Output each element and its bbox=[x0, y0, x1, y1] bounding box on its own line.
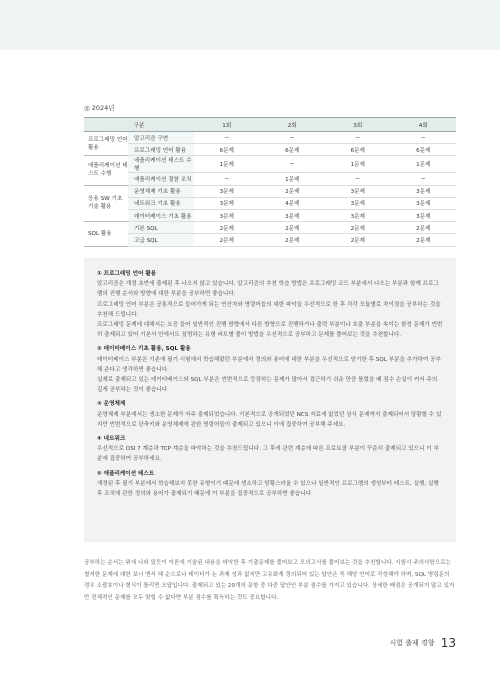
table-item: 운영체제 기초 활용 bbox=[128, 185, 194, 197]
table-header-round4: 4회 bbox=[391, 118, 457, 132]
section-paragraph: 프로그래밍 문제에 대해서는 요즘 들어 일반적인 진행 방향에서 다른 방향으로 진행하거나 출력 부분이나 호출 부분을 속이는 함정 문제가 빈번히 출제되고 있어 기본서 안에서도 설명하는 유형 파트별 풀이 방법을 우선적으로 공부하고 문제를 풀어보는 것을 추천합니다. bbox=[97, 322, 443, 339]
table-cell: 3문제 bbox=[325, 185, 391, 197]
table-row bbox=[84, 144, 456, 156]
table-header-round3: 3회 bbox=[325, 118, 391, 132]
table-cell: 2문제 bbox=[260, 185, 326, 197]
section-title: ① 프로그래밍 언어 활용 bbox=[97, 271, 157, 277]
table-cell: 6문제 bbox=[391, 144, 457, 156]
section-title: ② 데이터베이스 기초 활용, SQL 활용 bbox=[97, 346, 191, 353]
table-header-round1: 1회 bbox=[194, 118, 260, 132]
section-database bbox=[97, 344, 443, 395]
header-band bbox=[0, 0, 500, 50]
section-title: ③ 운영체제 bbox=[97, 401, 126, 408]
table-row bbox=[84, 209, 456, 221]
section-os bbox=[97, 399, 443, 430]
section-paragraph: 프로그래밍 언어 부분은 공통적으로 들어가게 되는 연산자와 명령어들의 대한 파악을 우선적으로 한 후 각각 모듈별로 차이점을 공부하는 것을 추천해 드립니다. bbox=[97, 301, 441, 318]
section-paragraph: 실제로 출제되고 있는 데이터베이스와 SQL 부분은 빈번적으로 등장하는 문제가 많아서 접근하기 쉬운 만큼 틀렸을 때 점수 손실이 커서 주의 깊게 공부하는 것이 좋습니다. bbox=[97, 377, 438, 394]
table-category: 응용 SW 기초 기술 활용 bbox=[84, 185, 128, 222]
section-app-test bbox=[97, 469, 443, 500]
table-row bbox=[84, 197, 456, 209]
year-label: ◎ 2024년 bbox=[84, 104, 115, 112]
table-cell: 2문제 bbox=[194, 222, 260, 234]
table-header-row bbox=[84, 118, 456, 132]
table-item: 애플리케이션 테스트 수행 bbox=[128, 156, 194, 173]
table-cell: 2문제 bbox=[325, 222, 391, 234]
footnote: 공부하는 순서는 위에 나와 있듯이 이론에 기술된 내용을 파악한 후 기출문제를 풀어보고 모의고사를 풀어보는 것을 추천합니다. 시험시 주의사항으로는 철저한 문제에 대한 보너 앤서 해 순으로나 테이터가 논 과제 성과 없지만 고유화계 정의되어 있는 답안은 꼭 해당 언어로 작성해야 하며, SQL 명령문의 경우 소괄호이나 형식이 틀리면 오답입니다. 출제되고 있는 20개의 문항 중 다중 답안인 부분 점수를 가지고 있습니다. 상세한 배점은 공개되지 않고 있지만 전체적인 문제를 모두 맞힐 수 없다면 부분 점수를 획득하는 것도 중요합니다. bbox=[84, 560, 455, 601]
table-cell: 3문제 bbox=[194, 209, 260, 221]
table-row bbox=[84, 185, 456, 197]
section-title: ⑤ 애플리케이션 테스트 bbox=[97, 470, 155, 477]
table-header-category: 구분 bbox=[84, 118, 194, 132]
table-cell: 3문제 bbox=[391, 209, 457, 221]
table-cell: − bbox=[325, 132, 391, 144]
table-cell: 2문제 bbox=[325, 234, 391, 246]
table-cell: 2문제 bbox=[391, 222, 457, 234]
table-cell: 3문제 bbox=[194, 197, 260, 209]
table-cell: 6문제 bbox=[325, 144, 391, 156]
section-paragraph: 운영체제 부분에서는 생소한 문제가 자주 출제되었습니다. 기본적으로 공개되었던 NCS 자료에 없었던 상식 문제까지 출제되어서 당황할 수 있지만 빈번적으로 단축키와 운영체제에 관한 명령어들이 출제되고 있으니 이에 집중하여 공부해 주세요. bbox=[97, 411, 442, 428]
table-cell: − bbox=[325, 173, 391, 185]
table-cell: − bbox=[260, 156, 326, 173]
table-cell: 4문제 bbox=[260, 197, 326, 209]
table-cell: − bbox=[260, 132, 326, 144]
table-row bbox=[84, 234, 456, 246]
table-cell: 2문제 bbox=[194, 234, 260, 246]
table-cell: 2문제 bbox=[391, 234, 457, 246]
table-cell: 3문제 bbox=[194, 185, 260, 197]
section-paragraph: 우선적으로 OSI 7 계층과 TCP 계층을 파악하는 것을 추천드립니다. 그 후에 관련 계층에 따른 프로토콜 부분이 꾸준히 출제되고 있으니 이 부분에 집중하여 공부하세요. bbox=[97, 446, 439, 463]
table-item: 데이터베이스 기초 활용 bbox=[128, 209, 194, 221]
table-cell: 2문제 bbox=[260, 234, 326, 246]
table-header-round2: 2회 bbox=[260, 118, 326, 132]
table-cell: 2문제 bbox=[260, 222, 326, 234]
table-cell: 6문제 bbox=[260, 144, 326, 156]
table-cell: − bbox=[391, 132, 457, 144]
table-item: 알고리즘 구현 bbox=[128, 132, 194, 144]
table-cell: − bbox=[391, 173, 457, 185]
table-cell: 1문제 bbox=[325, 156, 391, 173]
study-guide-box bbox=[84, 258, 456, 542]
table-cell: − bbox=[194, 132, 260, 144]
table-cell: 3문제 bbox=[260, 209, 326, 221]
section-network bbox=[97, 434, 443, 465]
section-paragraph: 개정된 후 필기 부분에서 학습해보지 못한 유형이기 때문에 생소하고 당황스러울 수 있으나 일반적인 프로그램의 생성부터 테스트, 실행, 실행 후 조치에 관한 정의와 용어가 출제되기 때문에 이 부분을 집중적으로 공부하면 좋습니다. bbox=[97, 480, 439, 498]
table-cell: 1문제 bbox=[260, 173, 326, 185]
table-item: 애플리케이션 결함 조치 bbox=[128, 173, 194, 185]
table-item: 기본 SQL bbox=[128, 222, 194, 234]
table-cell: − bbox=[194, 173, 260, 185]
section-programming bbox=[97, 269, 443, 340]
section-paragraph: 알고리즘은 개정 초반에 출제된 후 나오지 않고 있습니다. 알고리즘의 추천 학습 방법은 프로그래밍 코드 부분에서 나오는 부분과 함께 프로그램의 진행 순서와 방향에 대한 부분을 공부하면 좋습니다. bbox=[97, 281, 439, 298]
section-title: ④ 네트워크 bbox=[97, 436, 126, 443]
table-item: 고급 SQL bbox=[128, 234, 194, 246]
table-row bbox=[84, 132, 456, 144]
page-footer bbox=[389, 636, 456, 650]
page-number: 13 bbox=[440, 636, 456, 650]
table-row bbox=[84, 173, 456, 185]
table-cell: 6문제 bbox=[194, 144, 260, 156]
table-cell: 3문제 bbox=[325, 209, 391, 221]
table-cell: 3문제 bbox=[391, 197, 457, 209]
table-category: 프로그래밍 언어 활용 bbox=[84, 132, 128, 156]
table-category: 애플리케이션 테스트 수행 bbox=[84, 156, 128, 185]
section-paragraph: 데이터베이스 부분은 기존에 필기 시험에서 학습해왔던 부분에서 정의와 용어에 대한 부분을 우선적으로 암기한 후 SQL 부분을 추가하여 공부해 준다고 생각하면 좋습니다. bbox=[97, 356, 441, 373]
table-cell: 1문제 bbox=[194, 156, 260, 173]
exam-table bbox=[84, 117, 456, 247]
table-cell: 1문제 bbox=[391, 156, 457, 173]
table-row bbox=[84, 222, 456, 234]
table-category: SQL 활용 bbox=[84, 222, 128, 246]
table-item: 프로그래밍 언어 활용 bbox=[128, 144, 194, 156]
page-label: 시험 출제 경향 bbox=[389, 639, 435, 647]
table-cell: 3문제 bbox=[391, 185, 457, 197]
table-item: 네트워크 기초 활용 bbox=[128, 197, 194, 209]
table-cell: 3문제 bbox=[325, 197, 391, 209]
table-row bbox=[84, 156, 456, 173]
